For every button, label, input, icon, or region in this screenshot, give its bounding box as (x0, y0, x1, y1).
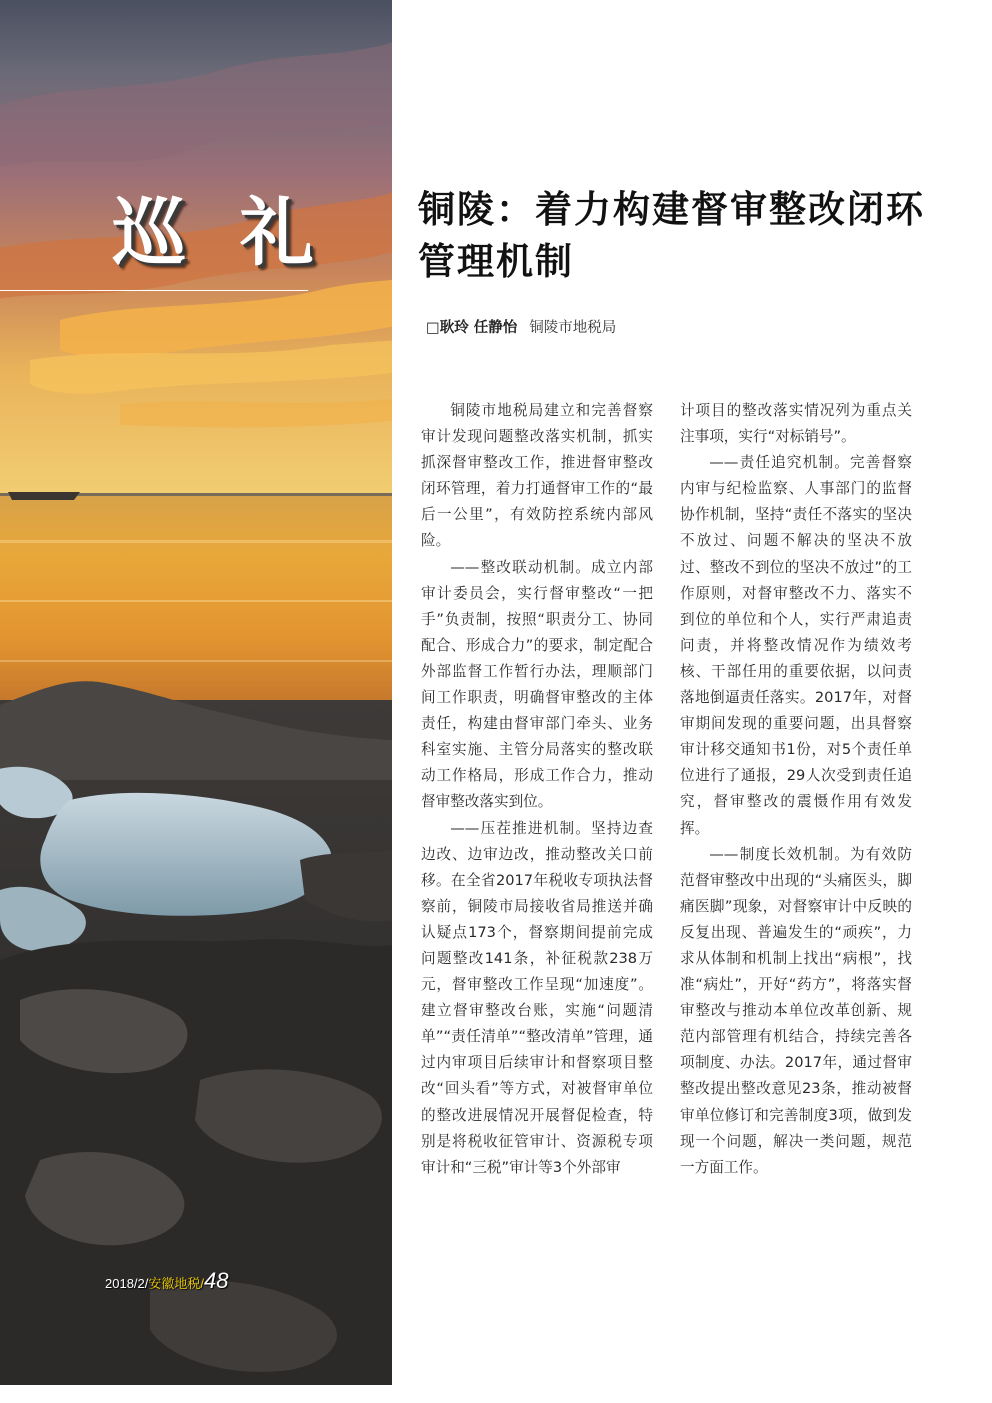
paragraph-continued: 计项目的整改落实情况列为重点关注事项，实行“对标销号”。 (680, 402, 912, 446)
page-folio (105, 1268, 228, 1294)
paragraph-long-term-mechanism: ——制度长效机制。为有效防范督审整改中出现的“头痛医头，脚痛医脚”现象，对督察审计中反映的反复出现、普遍发生的“顽疾”，力求从体制和机制上找出“病根”，找准“病灶”，开好“药方”，将落实督审整改与推动本单位改革创新、规范内部管理有机结合，持续完善各项制度、办法。2017年，通过督审整改提出整改意见23条，推动被督审单位修订和完善制度3项，做到发现一个问题，解决一类问题，规范一方面工作。 (680, 845, 912, 1176)
paragraph-accountability-mechanism: ——责任追究机制。完善督察内审与纪检监察、人事部门的监督协作机制，坚持“责任不落实的坚决不放过、问题不解决的坚决不放过、整改不到位的坚决不放过”的工作原则，对督审整改不力、落实不到位的单位和个人，实行严肃追责问责，并将整改情况作为绩效考核、干部任用的重要依据，以问责落地倒逼责任落实。2017年，对督审期间发现的重要问题，出具督察审计移交通知书1份，对5个责任单位进行了通报，29人次受到责任追究，督审整改的震慑作用有效发挥。 (680, 454, 912, 837)
byline-authors: 耿玲 任静怡 (439, 320, 518, 336)
title-divider (0, 290, 308, 291)
byline-organization: 铜陵市地税局 (529, 320, 617, 336)
body-column-2 (680, 398, 912, 1258)
byline (426, 316, 616, 337)
body-column-1 (421, 398, 653, 1258)
folio-issue: 2018/2/ (105, 1276, 149, 1291)
paragraph-intro: 铜陵市地税局建立和完善督察审计发现问题整改落实机制，抓实抓深督审整改工作，推进督审整改闭环管理，着力打通督审工作的“最后一公里”，有效防控系统内部风险。 (421, 402, 653, 550)
paragraph-linkage-mechanism: ——整改联动机制。成立内部审计委员会，实行督审整改“一把手”负责制，按照“职责分工、协同配合、形成合力”的要求，制定配合外部监督工作暂行办法，理顺部门间工作职责，明确督审整改的主体责任，构建由督审部门牵头、业务科室实施、主管分局落实的整改联动工作格局，形成工作合力，推动督审整改落实到位。 (421, 558, 653, 811)
page-number: 48 (204, 1268, 229, 1293)
section-title: 巡 礼 (112, 190, 328, 276)
paragraph-push-forward-mechanism: ——压茬推进机制。坚持边查边改、边审边改，推动整改关口前移。在全省2017年税收专项执法督察前，铜陵市局接收省局推送并确认疑点173个，督察期间提前完成问题整改141条，补征税款238万元，督审整改工作呈现“加速度”。建立督审整改台账，实施“问题清单”“责任清单”“整改清单”管理，通过内审项目后续审计和督察项目整改“回头看”等方式，对被督审单位的整改进展情况开展督促检查，特别是将税收征管审计、资源税专项审计和“三税”审计等3个外部审 (421, 819, 653, 1176)
byline-marker: □ (426, 320, 440, 336)
article-title: 铜陵：着力构建督审整改闭环管理机制 (418, 188, 925, 283)
folio-magazine: 安徽地税/ (148, 1276, 204, 1291)
